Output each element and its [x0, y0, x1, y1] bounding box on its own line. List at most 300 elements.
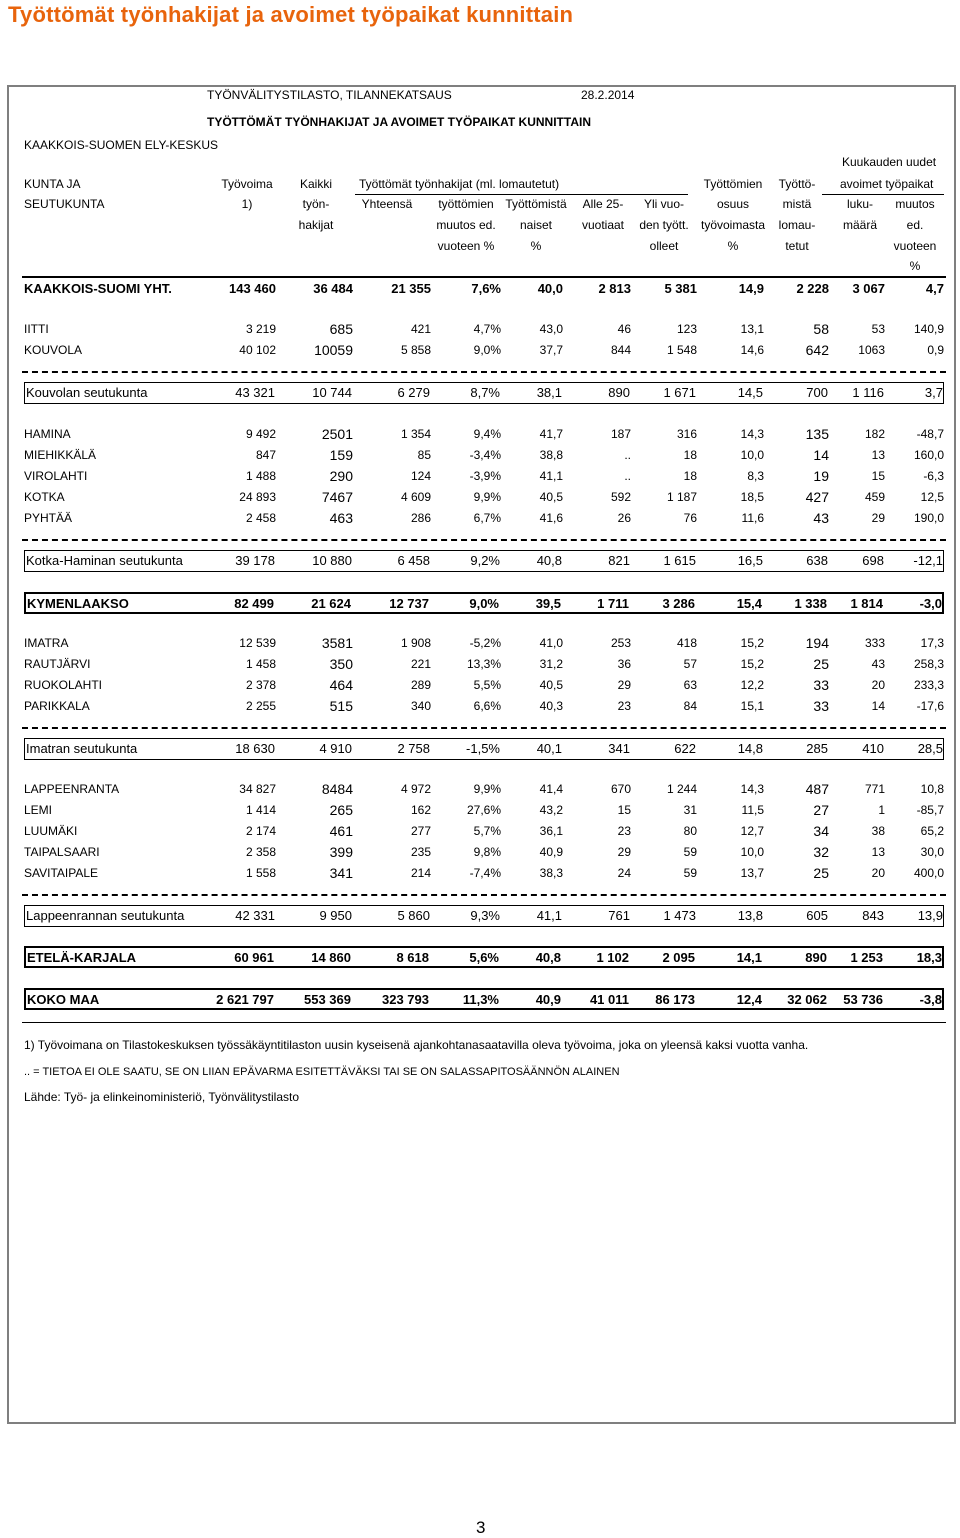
- row-cell: 1 187: [666, 490, 697, 504]
- row-cell: 8484: [321, 781, 353, 797]
- row-cell: 24 893: [239, 490, 276, 504]
- row-cell: 53: [871, 322, 885, 336]
- header-avoimet-rule: [822, 194, 944, 195]
- row-cell: 605: [806, 908, 828, 923]
- row-cell: 1063: [858, 343, 885, 357]
- header-luku-1: luku-: [846, 197, 874, 211]
- row-cell: 10 744: [312, 385, 352, 400]
- row-cell: 5,7%: [473, 824, 501, 838]
- header-group-rule: [355, 194, 688, 195]
- row-cell: 143 460: [229, 281, 276, 296]
- table-row: [24, 738, 944, 760]
- row-cell: 32: [813, 844, 829, 860]
- section-separator: [22, 727, 946, 729]
- header-naiset-1: Työttömistä: [505, 197, 567, 211]
- row-cell: -3,9%: [469, 469, 501, 483]
- header-naiset-3: %: [530, 239, 542, 253]
- row-cell: 43: [813, 510, 829, 526]
- row-cell: 3581: [321, 635, 353, 651]
- row-cell: 9 492: [245, 427, 276, 441]
- row-cell: 29: [617, 845, 631, 859]
- table-row: [24, 279, 944, 300]
- table-row: [24, 780, 944, 801]
- row-cell: 14: [871, 699, 885, 713]
- row-cell: 40,0: [537, 281, 563, 296]
- row-cell: ..: [624, 469, 631, 483]
- row-cell: 84: [683, 699, 697, 713]
- row-cell: 1 414: [245, 803, 276, 817]
- row-cell: 40,9: [539, 845, 563, 859]
- row-cell: -12,1: [913, 553, 943, 568]
- row-label: KOKO MAA: [27, 992, 100, 1007]
- row-cell: 9,0%: [473, 343, 501, 357]
- row-cell: 86 173: [655, 992, 695, 1007]
- row-cell: 21 355: [391, 281, 431, 296]
- header-lomau-4: tetut: [785, 239, 809, 253]
- row-label: Lappeenrannan seutukunta: [26, 908, 185, 923]
- table-row: [24, 655, 944, 676]
- page-number: 3: [476, 1518, 486, 1537]
- row-cell: 43,2: [539, 803, 563, 817]
- report-date: 28.2.2014: [581, 88, 635, 102]
- row-label: KAAKKOIS-SUOMI YHT.: [24, 281, 172, 296]
- row-cell: 12,7: [740, 824, 764, 838]
- header-osuus-3: työvoimasta: [700, 218, 766, 232]
- row-cell: 41,4: [539, 782, 563, 796]
- row-cell: 38,3: [539, 866, 563, 880]
- row-cell: 290: [329, 468, 353, 484]
- row-cell: 265: [329, 802, 353, 818]
- row-cell: 341: [608, 741, 630, 756]
- header-group: Työttömät työnhakijat (ml. lomautetut): [359, 177, 560, 191]
- row-label: LAPPEENRANTA: [24, 782, 120, 796]
- row-cell: 162: [410, 803, 431, 817]
- row-cell: 135: [805, 426, 829, 442]
- row-cell: 4 972: [400, 782, 431, 796]
- row-cell: 890: [805, 950, 827, 965]
- row-cell: 341: [329, 865, 353, 881]
- row-cell: 40 102: [239, 343, 276, 357]
- row-label: VIROLAHTI: [24, 469, 88, 483]
- row-cell: 1 458: [245, 657, 276, 671]
- row-cell: 10 880: [312, 553, 352, 568]
- row-cell: 592: [610, 490, 631, 504]
- row-cell: 14,3: [740, 782, 764, 796]
- row-cell: 36: [617, 657, 631, 671]
- row-cell: -7,4%: [469, 866, 501, 880]
- row-cell: 63: [683, 678, 697, 692]
- row-cell: 2 458: [245, 511, 276, 525]
- row-cell: 18: [683, 469, 697, 483]
- row-cell: 14,6: [740, 343, 764, 357]
- header-tyovoima-2: 1): [241, 197, 253, 211]
- row-cell: 123: [676, 322, 697, 336]
- header-muutos-1: työttömien: [438, 197, 494, 211]
- row-cell: 461: [329, 823, 353, 839]
- row-cell: 27,6%: [466, 803, 501, 817]
- row-cell: 9,8%: [473, 845, 501, 859]
- table-row: [24, 488, 944, 509]
- row-label: LEMI: [24, 803, 53, 817]
- row-cell: 3 286: [662, 596, 695, 611]
- row-cell: 65,2: [920, 824, 944, 838]
- row-cell: 40,3: [539, 699, 563, 713]
- row-cell: 463: [329, 510, 353, 526]
- row-cell: 9,0%: [469, 596, 499, 611]
- header-avmuutos-1: muutos: [895, 197, 935, 211]
- header-bottom-rule: [22, 276, 946, 278]
- row-cell: 15: [871, 469, 885, 483]
- row-cell: 43 321: [235, 385, 275, 400]
- row-cell: 58: [813, 321, 829, 337]
- row-cell: 38,1: [536, 385, 562, 400]
- row-cell: 4,7%: [473, 322, 501, 336]
- row-cell: 9,2%: [470, 553, 500, 568]
- row-cell: 700: [806, 385, 828, 400]
- header-kaikki-2: työn-: [302, 197, 330, 211]
- row-cell: 12 539: [239, 636, 276, 650]
- row-cell: 670: [610, 782, 631, 796]
- row-label: TAIPALSAARI: [24, 845, 100, 859]
- table-row: [24, 946, 944, 968]
- row-cell: 53 736: [843, 992, 883, 1007]
- row-cell: 10,8: [920, 782, 944, 796]
- row-cell: ..: [624, 448, 631, 462]
- header-avoimet-top: Kuukauden uudet: [842, 155, 937, 169]
- row-cell: 14 860: [311, 950, 351, 965]
- header-kunta-2: SEUTUKUNTA: [24, 197, 105, 211]
- row-cell: 59: [683, 866, 697, 880]
- row-cell: 5 381: [664, 281, 697, 296]
- row-cell: 7,6%: [471, 281, 501, 296]
- row-cell: 37,7: [539, 343, 563, 357]
- row-cell: 289: [410, 678, 431, 692]
- row-cell: 20: [871, 678, 885, 692]
- row-cell: 253: [610, 636, 631, 650]
- header-lomau-3: lomau-: [778, 218, 816, 232]
- header-lomau-1: Työttö-: [778, 177, 816, 191]
- row-cell: 124: [410, 469, 431, 483]
- row-cell: 18,5: [740, 490, 764, 504]
- row-cell: 515: [329, 698, 353, 714]
- header-muutos-2: muutos ed.: [436, 218, 496, 232]
- section-separator: [22, 894, 946, 896]
- row-cell: 258,3: [913, 657, 944, 671]
- header-osuus-4: %: [727, 239, 739, 253]
- row-cell: 2 378: [245, 678, 276, 692]
- row-cell: 8,3: [747, 469, 764, 483]
- row-cell: -1,5%: [466, 741, 500, 756]
- row-cell: 4,7: [925, 281, 944, 296]
- row-cell: 6 279: [397, 385, 430, 400]
- footnote-2: .. = TIETOA EI OLE SAATU, SE ON LIIAN EPÄVARMA ESITETTÄVÄKSI TAI SE ON SALASSAPITOSÄÄNNÖN ALAINEN: [24, 1066, 620, 1078]
- row-cell: 41,7: [539, 427, 563, 441]
- row-cell: 286: [410, 511, 431, 525]
- header-osuus-2: osuus: [716, 197, 750, 211]
- row-cell: 771: [864, 782, 885, 796]
- row-cell: 10059: [314, 342, 353, 358]
- row-cell: 60 961: [234, 950, 274, 965]
- row-cell: 333: [864, 636, 885, 650]
- row-cell: 31,2: [539, 657, 563, 671]
- row-cell: 80: [683, 824, 697, 838]
- row-cell: 29: [871, 511, 885, 525]
- row-cell: 4 910: [319, 741, 352, 756]
- row-cell: 6 458: [397, 553, 430, 568]
- row-cell: 2 621 797: [216, 992, 274, 1007]
- row-cell: 1 244: [666, 782, 697, 796]
- header-avoimet: avoimet työpaikat: [840, 177, 934, 191]
- row-cell: 57: [683, 657, 697, 671]
- row-cell: 1 814: [850, 596, 883, 611]
- table-row: [24, 425, 944, 446]
- row-cell: 847: [255, 448, 276, 462]
- row-cell: 11,6: [741, 511, 764, 525]
- row-cell: 2 174: [245, 824, 276, 838]
- row-cell: 1 548: [666, 343, 697, 357]
- row-cell: 1 338: [794, 596, 827, 611]
- row-cell: 38: [871, 824, 885, 838]
- report-source-line: TYÖNVÄLITYSTILASTO, TILANNEKATSAUS: [207, 88, 452, 102]
- row-cell: 553 369: [304, 992, 351, 1007]
- row-cell: 41 011: [589, 992, 629, 1007]
- row-cell: 399: [329, 844, 353, 860]
- row-cell: 16,5: [737, 553, 763, 568]
- row-cell: 464: [329, 677, 353, 693]
- table-row: [24, 864, 944, 885]
- row-cell: 13: [871, 448, 885, 462]
- row-cell: 622: [674, 741, 696, 756]
- row-cell: 3,7: [924, 385, 943, 400]
- row-label: Kotka-Haminan seutukunta: [26, 553, 183, 568]
- header-yli-1: Yli vuo-: [643, 197, 685, 211]
- table-row: [24, 509, 944, 530]
- row-cell: 10,0: [740, 448, 764, 462]
- row-cell: -85,7: [916, 803, 944, 817]
- row-cell: 5,6%: [469, 950, 499, 965]
- row-cell: 277: [410, 824, 431, 838]
- header-kaikki-3: hakijat: [298, 218, 334, 232]
- row-cell: 18: [683, 448, 697, 462]
- row-cell: 14,5: [737, 385, 763, 400]
- row-cell: 40,5: [539, 678, 563, 692]
- header-muutos-3: vuoteen %: [437, 239, 495, 253]
- header-osuus-1: Työttömien: [703, 177, 763, 191]
- row-cell: 14,9: [738, 281, 764, 296]
- row-cell: 36 484: [313, 281, 353, 296]
- row-label: Kouvolan seutukunta: [26, 385, 148, 400]
- row-cell: 38,8: [539, 448, 563, 462]
- row-cell: 39 178: [235, 553, 275, 568]
- row-cell: 31: [683, 803, 697, 817]
- row-cell: 15,2: [740, 657, 764, 671]
- row-cell: 316: [676, 427, 697, 441]
- row-cell: 26: [617, 511, 631, 525]
- table-row: [24, 988, 944, 1010]
- row-cell: 2501: [321, 426, 353, 442]
- row-cell: 1 488: [245, 469, 276, 483]
- row-cell: 24: [617, 866, 631, 880]
- row-cell: 13,7: [740, 866, 764, 880]
- row-cell: 1 615: [663, 553, 696, 568]
- table-row: [24, 382, 944, 404]
- row-cell: 14,1: [736, 950, 762, 965]
- row-cell: 13,8: [737, 908, 763, 923]
- row-cell: 8 618: [396, 950, 429, 965]
- row-cell: 42 331: [235, 908, 275, 923]
- row-cell: 25: [813, 656, 829, 672]
- row-cell: 5 860: [397, 908, 430, 923]
- row-cell: 2 228: [796, 281, 829, 296]
- row-cell: 12,4: [736, 992, 762, 1007]
- row-cell: 23: [617, 824, 631, 838]
- row-label: PARIKKALA: [24, 699, 90, 713]
- row-label: KYMENLAAKSO: [27, 596, 129, 611]
- row-cell: -17,6: [916, 699, 944, 713]
- row-cell: 5 858: [400, 343, 431, 357]
- row-cell: 13,3%: [466, 657, 501, 671]
- row-cell: 9,9%: [473, 490, 501, 504]
- row-cell: 34: [813, 823, 829, 839]
- row-label: Imatran seutukunta: [26, 741, 138, 756]
- row-cell: 821: [608, 553, 630, 568]
- row-cell: 12,2: [740, 678, 764, 692]
- row-cell: 20: [871, 866, 885, 880]
- row-cell: 410: [862, 741, 884, 756]
- row-label: PYHTÄÄ: [24, 511, 73, 525]
- row-cell: -3,8: [919, 992, 942, 1007]
- row-cell: 2 813: [598, 281, 631, 296]
- row-cell: 698: [862, 553, 884, 568]
- row-cell: 1 473: [663, 908, 696, 923]
- row-cell: 642: [805, 342, 829, 358]
- row-label: ETELÄ-KARJALA: [27, 950, 137, 965]
- row-cell: -3,4%: [469, 448, 501, 462]
- row-cell: 15,2: [740, 636, 764, 650]
- row-cell: 1: [878, 803, 885, 817]
- header-yli-3: olleet: [649, 239, 679, 253]
- row-cell: 9,9%: [473, 782, 501, 796]
- table-row: [24, 592, 944, 614]
- row-cell: 27: [813, 802, 829, 818]
- row-cell: 340: [410, 699, 431, 713]
- row-cell: 15,4: [736, 596, 762, 611]
- footnote-1: 1) Työvoimana on Tilastokeskuksen työssäkäyntitilaston uusin kyseisenä ajankohtanasaatavilla oleva työvoima, joka on yleensä kaksi vuotta vanha.: [24, 1038, 809, 1052]
- row-cell: 6,7%: [473, 511, 501, 525]
- table-row: [24, 822, 944, 843]
- row-cell: 18,3: [916, 950, 942, 965]
- row-label: MIEHIKKÄLÄ: [24, 448, 97, 462]
- table-row: [24, 446, 944, 467]
- footnote-source: Lähde: Työ- ja elinkeinoministeriö, Työnvälitystilasto: [24, 1090, 300, 1104]
- row-cell: 85: [417, 448, 431, 462]
- row-cell: 14,3: [740, 427, 764, 441]
- row-cell: 194: [805, 635, 829, 651]
- row-cell: 761: [608, 908, 630, 923]
- row-cell: 214: [410, 866, 431, 880]
- row-cell: 41,6: [539, 511, 563, 525]
- row-cell: 182: [864, 427, 885, 441]
- row-cell: 7467: [321, 489, 353, 505]
- header-alle-1: Alle 25-: [582, 197, 624, 211]
- row-cell: 140,9: [913, 322, 944, 336]
- row-cell: 9 950: [319, 908, 352, 923]
- row-cell: 2 095: [662, 950, 695, 965]
- row-cell: 1 671: [663, 385, 696, 400]
- row-cell: 323 793: [382, 992, 429, 1007]
- row-cell: 843: [862, 908, 884, 923]
- row-cell: 40,9: [535, 992, 561, 1007]
- row-cell: 32 062: [787, 992, 827, 1007]
- row-cell: 76: [683, 511, 697, 525]
- row-cell: 1 354: [400, 427, 431, 441]
- row-cell: 23: [617, 699, 631, 713]
- row-cell: 30,0: [920, 845, 944, 859]
- row-cell: 0,9: [927, 343, 944, 357]
- row-cell: 40,1: [536, 741, 562, 756]
- row-cell: 33: [813, 698, 829, 714]
- row-cell: 6,6%: [473, 699, 501, 713]
- row-cell: 3 219: [245, 322, 276, 336]
- row-cell: 10,0: [740, 845, 764, 859]
- header-kunta-1: KUNTA JA: [24, 177, 81, 191]
- row-cell: 2 758: [397, 741, 430, 756]
- header-tyovoima-1: Työvoima: [221, 177, 273, 191]
- row-cell: 890: [608, 385, 630, 400]
- row-cell: 187: [610, 427, 631, 441]
- header-avmuutos-3: vuoteen: [893, 239, 937, 253]
- row-cell: 159: [329, 447, 353, 463]
- row-cell: 29: [617, 678, 631, 692]
- row-cell: 638: [806, 553, 828, 568]
- row-cell: 41,0: [539, 636, 563, 650]
- row-cell: 36,1: [539, 824, 563, 838]
- row-cell: 33: [813, 677, 829, 693]
- row-cell: 285: [806, 741, 828, 756]
- row-cell: 15,1: [740, 699, 764, 713]
- row-cell: 190,0: [913, 511, 944, 525]
- row-cell: 1 908: [400, 636, 431, 650]
- row-cell: 12,5: [920, 490, 944, 504]
- row-label: SAVITAIPALE: [24, 866, 99, 880]
- row-cell: 41,1: [539, 469, 563, 483]
- row-label: KOTKA: [24, 490, 65, 504]
- row-cell: 19: [813, 468, 829, 484]
- row-cell: 8,7%: [470, 385, 500, 400]
- row-cell: -48,7: [916, 427, 944, 441]
- row-cell: 3 067: [852, 281, 885, 296]
- row-cell: 82 499: [234, 596, 274, 611]
- row-cell: 14,8: [737, 741, 763, 756]
- table-row: [24, 320, 944, 341]
- row-cell: 427: [805, 489, 829, 505]
- row-cell: 13,1: [740, 322, 764, 336]
- page-title: Työttömät työnhakijat ja avoimet työpaikat kunnittain: [8, 2, 574, 27]
- header-avmuutos-2: ed.: [906, 218, 924, 232]
- row-cell: 235: [410, 845, 431, 859]
- table-row: [24, 467, 944, 488]
- row-cell: 2 358: [245, 845, 276, 859]
- row-cell: 9,4%: [473, 427, 501, 441]
- header-yli-2: den tyött.: [639, 218, 689, 232]
- table-row: [24, 905, 944, 927]
- report-subtitle: TYÖTTÖMÄT TYÖNHAKIJAT JA AVOIMET TYÖPAIKAT KUNNITTAIN: [207, 115, 591, 129]
- row-cell: 421: [410, 322, 431, 336]
- table-row: [24, 634, 944, 655]
- header-naiset-2: naiset: [519, 218, 553, 232]
- row-cell: 41,1: [536, 908, 562, 923]
- section-separator: [22, 371, 946, 373]
